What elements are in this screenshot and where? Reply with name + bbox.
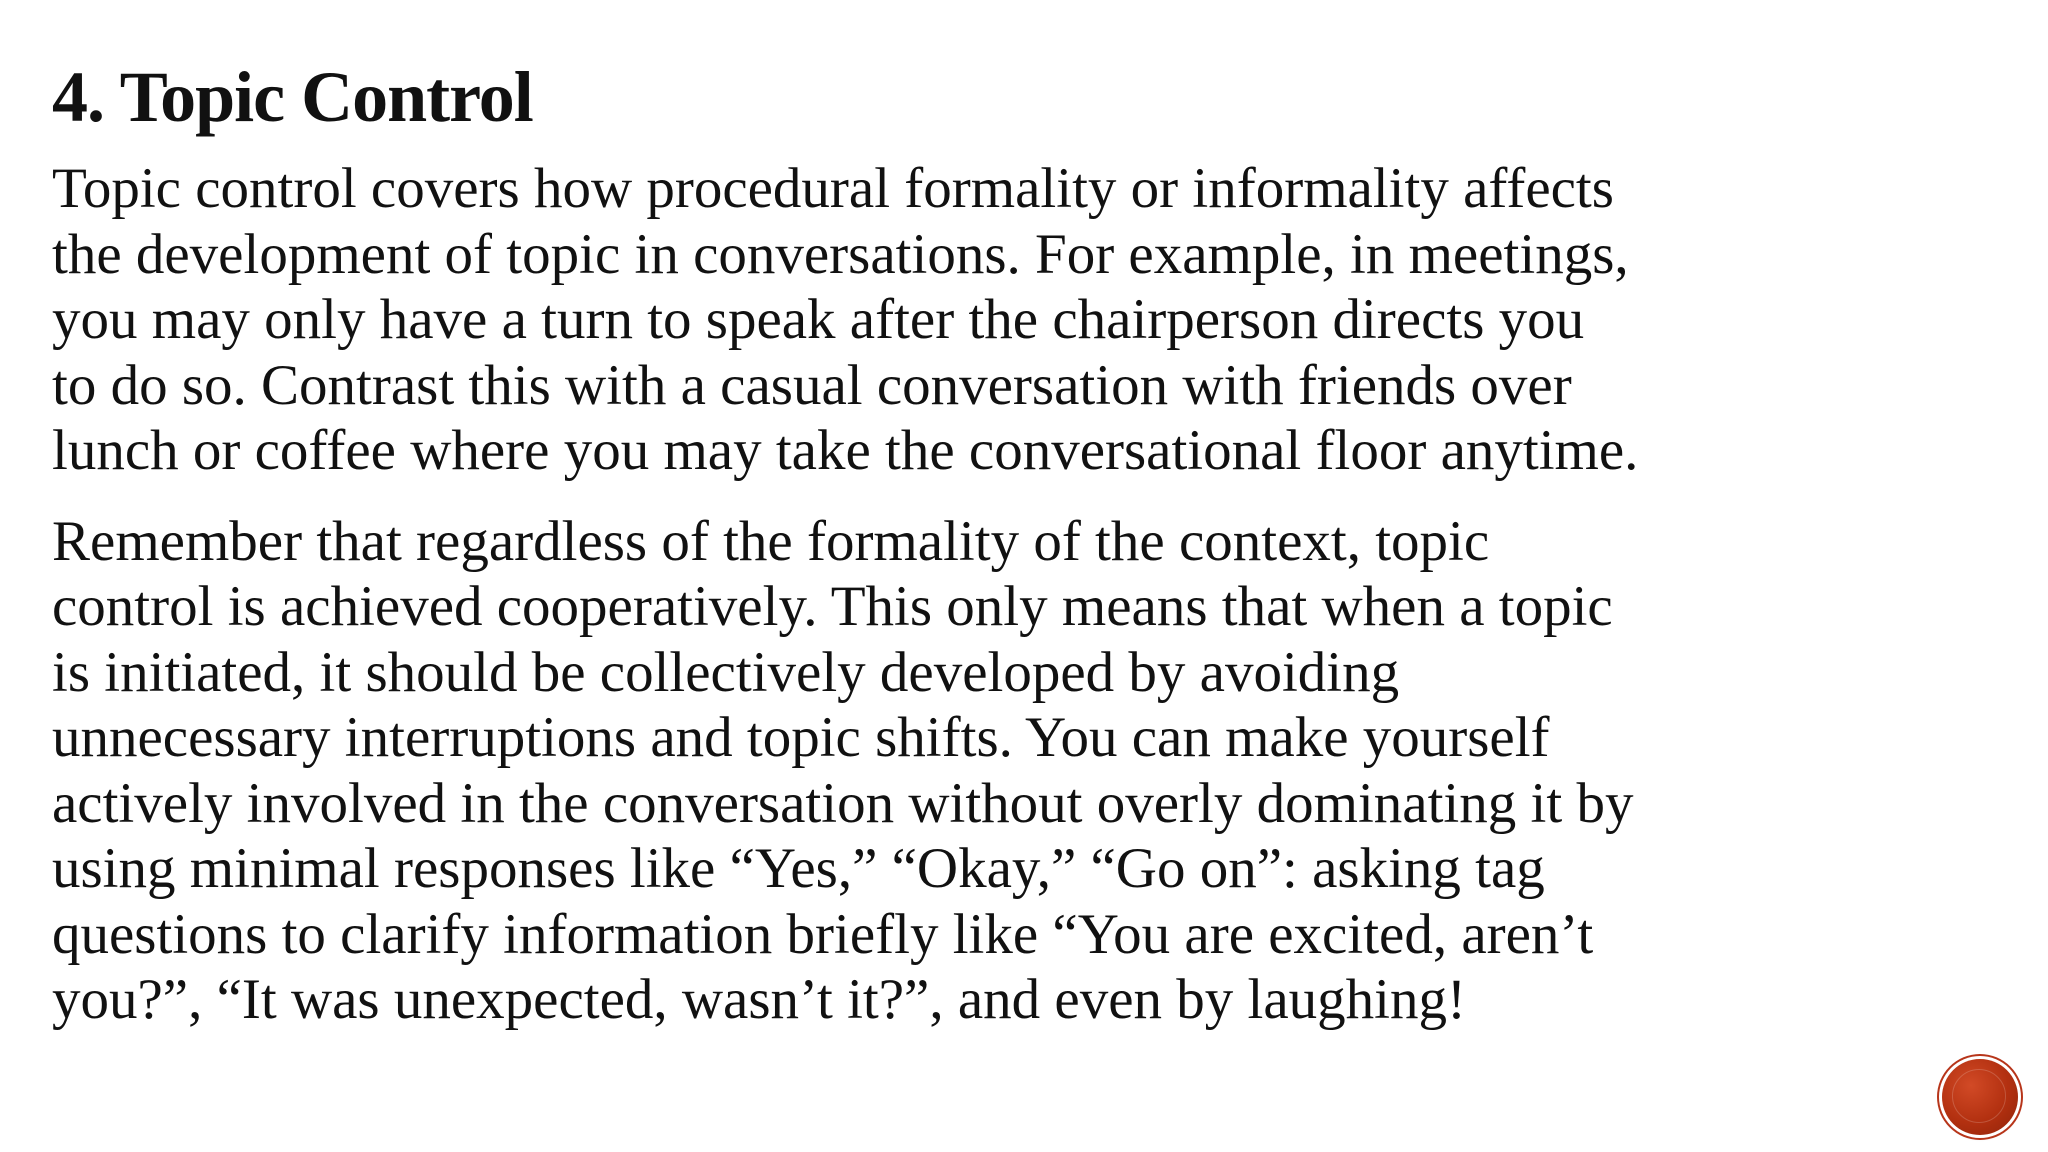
text-line: lunch or coffee where you may take the conversational floor anytime. <box>52 419 1639 482</box>
text-line: the development of topic in conversations. For example, in meetings, <box>52 222 1629 286</box>
text-line: you may only have a turn to speak after the chairperson directs you <box>52 288 1585 351</box>
paragraph-cooperative-control <box>52 509 2012 1033</box>
paragraph-topic-control-definition <box>52 156 2012 484</box>
slide-body <box>52 156 2012 1033</box>
text-line: control is achieved cooperatively. This only means that when a topic <box>52 575 1613 638</box>
text-line: Topic control covers how procedural formality or informality affects <box>52 157 1614 220</box>
text-line: you?”, “It was unexpected, wasn’t it?”, and even by laughing! <box>52 968 1466 1031</box>
text-line: questions to clarify information briefly like “You are excited, aren’t <box>52 902 1594 966</box>
text-line: actively involved in the conversation without overly dominating it by <box>52 771 1634 835</box>
text-line: Remember that regardless of the formality of the context, topic <box>52 509 1490 573</box>
text-line: to do so. Contrast this with a casual conversation with friends over <box>52 353 1572 417</box>
text-line: unnecessary interruptions and topic shifts. You can make yourself <box>52 706 1550 769</box>
text-line: is initiated, it should be collectively developed by avoiding <box>52 640 1400 704</box>
slide-title: 4. Topic Control <box>52 57 533 137</box>
text-line: using minimal responses like “Yes,” “Okay,” “Go on”: asking tag <box>52 837 1545 900</box>
slide-badge-circle-icon <box>1942 1059 2018 1135</box>
